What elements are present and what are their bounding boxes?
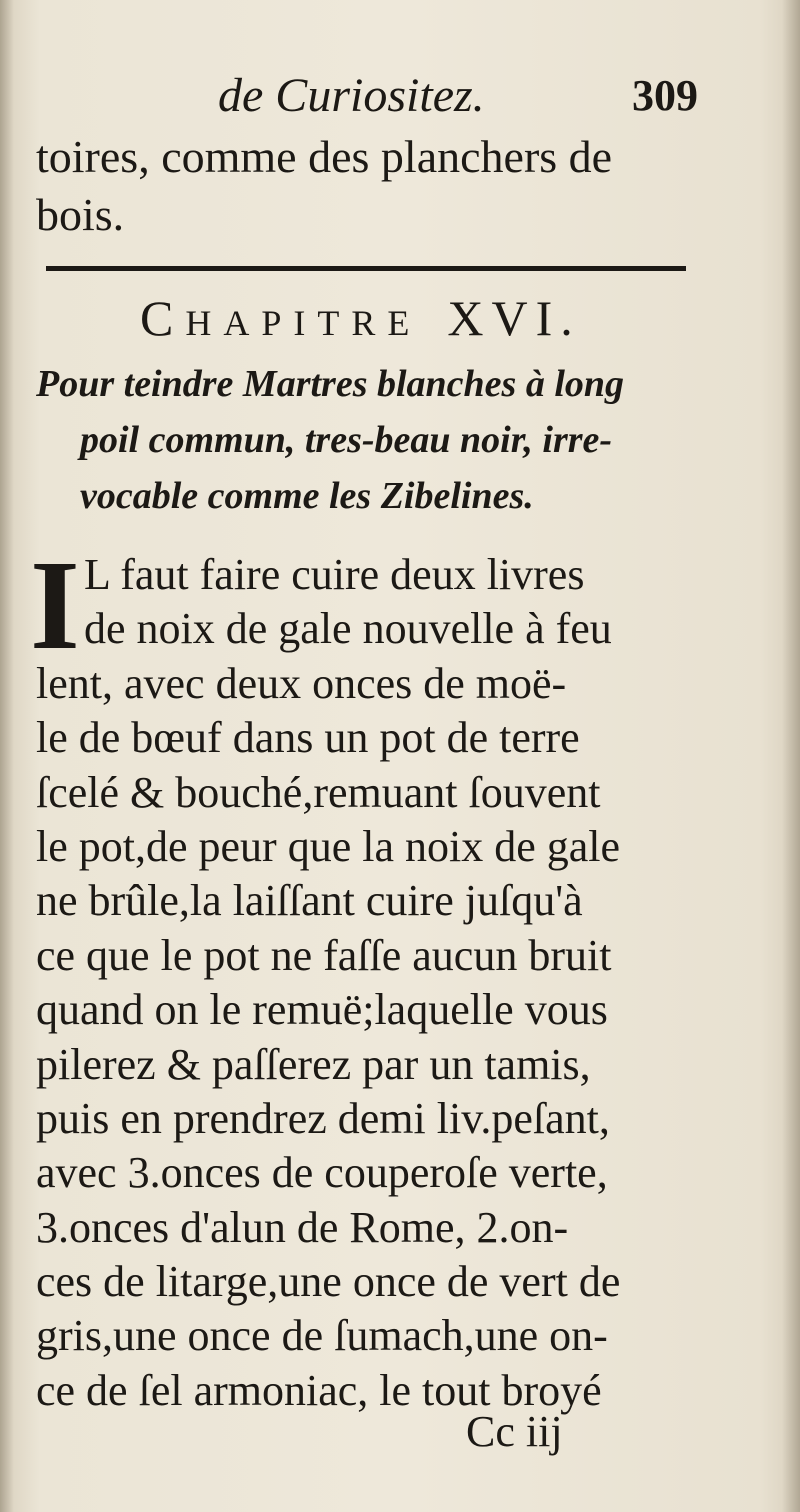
- chapter-divider-rule: [46, 266, 686, 271]
- body-line: ne brûle,la laiſſant cuire juſqu'à: [36, 876, 583, 926]
- text-line: toires, comme des planchers de: [36, 131, 613, 182]
- text-line: bois.: [36, 189, 125, 240]
- body-line: 3.onces d'alun de Rome, 2.on-: [36, 1202, 569, 1252]
- body-line: gris,une once de ſumach,une on-: [36, 1311, 608, 1361]
- chapter-subtitle: [36, 356, 716, 524]
- body-line: avec 3.onces de couperoſe verte,: [36, 1148, 608, 1198]
- chapter-heading-initial: C: [140, 290, 186, 346]
- body-line: ſcelé & bouché,remuant ſouvent: [36, 767, 601, 817]
- running-head: [0, 66, 800, 126]
- body-line: le de bœuf dans un pot de terre: [36, 713, 580, 763]
- page-edge-shadow: [782, 0, 800, 1512]
- chapter-heading-word: HAPITRE: [185, 303, 422, 343]
- chapter-heading: [140, 288, 581, 353]
- body-line: de noix de gale nouvelle à feu: [84, 604, 612, 654]
- drop-cap: I: [30, 534, 80, 676]
- body-line: ce de ſel armoniac, le tout broyé: [36, 1365, 602, 1415]
- body-line: pilerez & paſſerez par un tamis,: [36, 1039, 591, 1089]
- running-head-title: de Curiositez.: [218, 69, 485, 122]
- subtitle-line: poil commun, tres-beau noir, irre-: [80, 419, 613, 461]
- body-line: lent, avec deux onces de moë-: [36, 658, 567, 708]
- body-line: puis en prendrez demi liv.peſant,: [36, 1093, 610, 1143]
- body-line: quand on le remuë;laquelle vous: [36, 985, 608, 1035]
- body-text: [36, 548, 736, 1418]
- page-number: 309: [632, 71, 698, 120]
- gutter-shadow: [0, 0, 14, 1512]
- chapter-number: XVI.: [447, 290, 581, 346]
- body-line: ce que le pot ne faſſe aucun bruit: [36, 930, 612, 980]
- body-line: ces de litarge,une once de vert de: [36, 1257, 621, 1307]
- previous-chapter-ending: [36, 128, 612, 244]
- subtitle-line: Pour teindre Martres blanches à long: [36, 363, 625, 405]
- body-line: le pot,de peur que la noix de gale: [36, 821, 621, 871]
- signature-mark: Cc iij: [466, 1407, 563, 1456]
- body-line: L faut faire cuire deux livres: [84, 550, 585, 599]
- subtitle-line: vocable comme les Zibelines.: [80, 475, 534, 517]
